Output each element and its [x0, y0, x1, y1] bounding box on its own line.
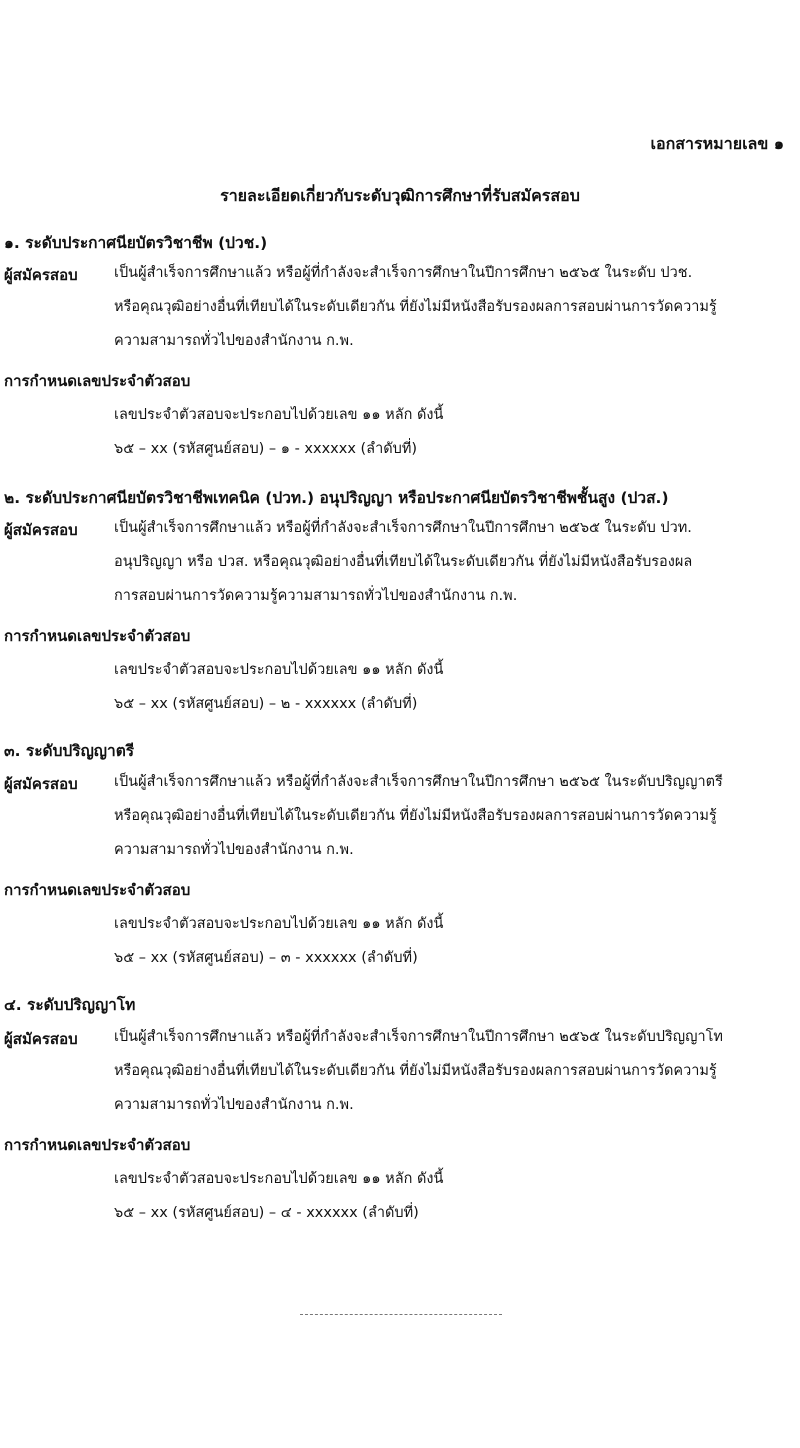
- applicant-line-2-1: เป็นผู้สำเร็จการศึกษาแล้ว หรือผู้ที่กำลังจะสำเร็จการศึกษาในปีการศึกษา ๒๕๖๕ ในระดับ ปวท.: [114, 520, 692, 536]
- id-heading-1: การกำหนดเลขประจำตัวสอบ: [4, 372, 191, 390]
- section-heading-3: ๓. ระดับปริญญาตรี: [4, 742, 135, 760]
- document-number: เอกสารหมายเลข ๑: [650, 134, 784, 153]
- applicant-label-4: ผู้สมัครสอบ: [4, 1030, 78, 1048]
- id-format-2: ๖๕ – xx (รหัสศูนย์สอบ) – ๒ - xxxxxx (ลำดับที่): [114, 696, 418, 712]
- applicant-line-2-3: การสอบผ่านการวัดความรู้ความสามารถทั่วไปของสำนักงาน ก.พ.: [114, 588, 518, 604]
- applicant-line-4-2: หรือคุณวุฒิอย่างอื่นที่เทียบได้ในระดับเดียวกัน ที่ยังไม่มีหนังสือรับรองผลการสอบผ่านการวัดความรู้: [114, 1063, 717, 1079]
- applicant-line-2-2: อนุปริญญา หรือ ปวส. หรือคุณวุฒิอย่างอื่นที่เทียบได้ในระดับเดียวกัน ที่ยังไม่มีหนังสือรับรองผล: [114, 554, 693, 570]
- applicant-line-3-2: หรือคุณวุฒิอย่างอื่นที่เทียบได้ในระดับเดียวกัน ที่ยังไม่มีหนังสือรับรองผลการสอบผ่านการวัดความรู้: [114, 808, 717, 824]
- applicant-line-4-3: ความสามารถทั่วไปของสำนักงาน ก.พ.: [114, 1097, 354, 1113]
- id-desc-2: เลขประจำตัวสอบจะประกอบไปด้วยเลข ๑๑ หลัก ดังนี้: [114, 662, 444, 678]
- id-format-4: ๖๕ – xx (รหัสศูนย์สอบ) – ๔ - xxxxxx (ลำดับที่): [114, 1205, 419, 1221]
- applicant-label-2: ผู้สมัครสอบ: [4, 521, 78, 539]
- id-format-1: ๖๕ – xx (รหัสศูนย์สอบ) – ๑ - xxxxxx (ลำดับที่): [114, 441, 418, 457]
- applicant-label-1: ผู้สมัครสอบ: [4, 266, 78, 284]
- id-heading-3: การกำหนดเลขประจำตัวสอบ: [4, 881, 191, 899]
- applicant-line-4-1: เป็นผู้สำเร็จการศึกษาแล้ว หรือผู้ที่กำลังจะสำเร็จการศึกษาในปีการศึกษา ๒๕๖๕ ในระดับปริญญาโท: [114, 1029, 723, 1045]
- end-divider: [300, 1314, 502, 1315]
- applicant-line-3-1: เป็นผู้สำเร็จการศึกษาแล้ว หรือผู้ที่กำลังจะสำเร็จการศึกษาในปีการศึกษา ๒๕๖๕ ในระดับปริญญาตรี: [114, 774, 723, 790]
- id-heading-4: การกำหนดเลขประจำตัวสอบ: [4, 1136, 191, 1154]
- id-desc-1: เลขประจำตัวสอบจะประกอบไปด้วยเลข ๑๑ หลัก ดังนี้: [114, 407, 444, 423]
- section-heading-2: ๒. ระดับประกาศนียบัตรวิชาชีพเทคนิค (ปวท.) อนุปริญญา หรือประกาศนียบัตรวิชาชีพชั้นสูง (ปวส.): [4, 489, 669, 507]
- id-format-3: ๖๕ – xx (รหัสศูนย์สอบ) – ๓ - xxxxxx (ลำดับที่): [114, 950, 418, 966]
- document-title: รายละเอียดเกี่ยวกับระดับวุฒิการศึกษาที่รับสมัครสอบ: [220, 186, 580, 205]
- applicant-line-1-2: หรือคุณวุฒิอย่างอื่นที่เทียบได้ในระดับเดียวกัน ที่ยังไม่มีหนังสือรับรองผลการสอบผ่านการวัดความรู้: [114, 299, 717, 315]
- section-heading-4: ๔. ระดับปริญญาโท: [4, 996, 136, 1014]
- id-desc-3: เลขประจำตัวสอบจะประกอบไปด้วยเลข ๑๑ หลัก ดังนี้: [114, 916, 444, 932]
- id-heading-2: การกำหนดเลขประจำตัวสอบ: [4, 627, 191, 645]
- applicant-line-1-3: ความสามารถทั่วไปของสำนักงาน ก.พ.: [114, 333, 354, 349]
- section-heading-1: ๑. ระดับประกาศนียบัตรวิชาชีพ (ปวช.): [4, 234, 268, 252]
- applicant-label-3: ผู้สมัครสอบ: [4, 775, 78, 793]
- id-desc-4: เลขประจำตัวสอบจะประกอบไปด้วยเลข ๑๑ หลัก ดังนี้: [114, 1171, 444, 1187]
- applicant-line-1-1: เป็นผู้สำเร็จการศึกษาแล้ว หรือผู้ที่กำลังจะสำเร็จการศึกษาในปีการศึกษา ๒๕๖๕ ในระดับ ปวช.: [114, 265, 693, 281]
- applicant-line-3-3: ความสามารถทั่วไปของสำนักงาน ก.พ.: [114, 842, 354, 858]
